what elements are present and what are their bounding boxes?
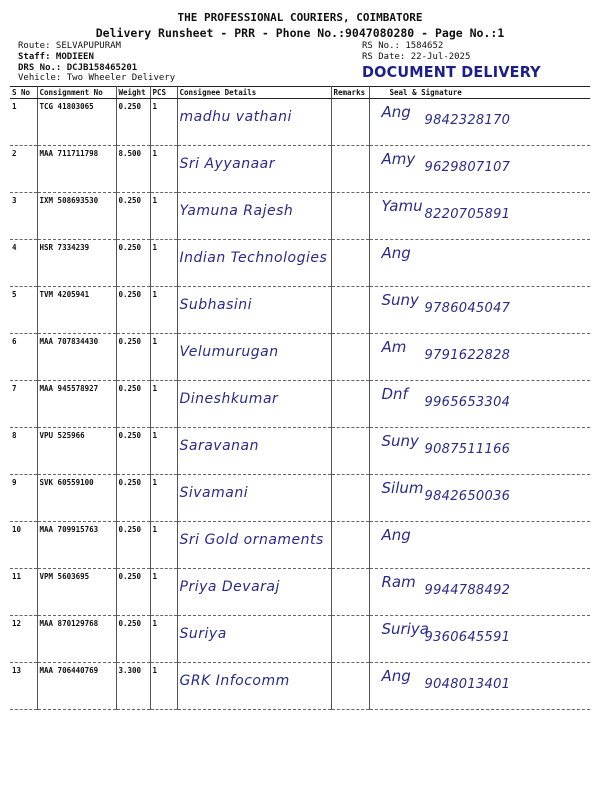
row-remarks [331, 475, 369, 522]
row-consignment: VPU 525966 [37, 428, 116, 475]
row-sno: 13 [10, 663, 37, 710]
row-weight: 0.250 [116, 334, 150, 381]
row-sno: 5 [10, 287, 37, 334]
row-consignee: Suriya [177, 616, 331, 663]
signature-phone: 9944788492 [424, 583, 511, 598]
signature-scribble: Suriya [381, 620, 429, 638]
row-remarks [331, 334, 369, 381]
row-consignee: Sri Gold ornaments [177, 522, 331, 569]
row-consignment: MAA 707834430 [37, 334, 116, 381]
drs-label: DRS No.: DCJB158465201 [18, 63, 138, 73]
row-remarks [331, 146, 369, 193]
row-consignee: Priya Devaraj [177, 569, 331, 616]
row-weight: 0.250 [116, 240, 150, 287]
signature-phone: 9791622828 [424, 348, 511, 363]
row-sno: 4 [10, 240, 37, 287]
row-sno: 11 [10, 569, 37, 616]
row-signature [369, 193, 590, 240]
row-sno: 9 [10, 475, 37, 522]
row-signature [369, 146, 590, 193]
signature-scribble: Ang [381, 103, 411, 121]
signature-scribble: Suny [381, 291, 419, 309]
row-consignee: Velumurugan [177, 334, 331, 381]
runsheet-table [10, 86, 590, 710]
row-remarks [331, 616, 369, 663]
row-signature [369, 663, 590, 710]
row-signature [369, 616, 590, 663]
row-weight: 3.300 [116, 663, 150, 710]
signature-scribble: Ang [381, 244, 411, 262]
row-consignee: Subhasini [177, 287, 331, 334]
table-row [10, 287, 590, 334]
row-pcs: 1 [150, 569, 177, 616]
row-signature [369, 428, 590, 475]
table-row [10, 99, 590, 146]
row-consignment: SVK 60559100 [37, 475, 116, 522]
row-weight: 0.250 [116, 475, 150, 522]
row-consignee: Saravanan [177, 428, 331, 475]
row-consignment: TVM 4205941 [37, 287, 116, 334]
row-consignment: MAA 945578927 [37, 381, 116, 428]
table-row [10, 146, 590, 193]
row-weight: 8.500 [116, 146, 150, 193]
row-pcs: 1 [150, 663, 177, 710]
row-consignee: Indian Technologies [177, 240, 331, 287]
row-consignment: IXM 508693530 [37, 193, 116, 240]
row-weight: 0.250 [116, 381, 150, 428]
rs-number: RS No.: 1584652 [362, 41, 444, 51]
row-pcs: 1 [150, 522, 177, 569]
row-remarks [331, 569, 369, 616]
row-pcs: 1 [150, 240, 177, 287]
row-remarks [331, 428, 369, 475]
table-row [10, 569, 590, 616]
row-weight: 0.250 [116, 569, 150, 616]
row-sno: 8 [10, 428, 37, 475]
row-weight: 0.250 [116, 99, 150, 146]
row-remarks [331, 287, 369, 334]
row-sno: 3 [10, 193, 37, 240]
signature-phone: 9087511166 [424, 442, 511, 457]
row-remarks [331, 663, 369, 710]
row-consignment: MAA 709915763 [37, 522, 116, 569]
signature-phone: 9786045047 [424, 301, 511, 316]
table-row [10, 381, 590, 428]
signature-phone: 9965653304 [424, 395, 511, 410]
table-header-row [10, 87, 590, 99]
col-seal-header: Seal & Signature [369, 87, 590, 99]
route-label: Route: SELVAPUPURAM [18, 41, 121, 51]
rs-date: RS Date: 22-Jul-2025 [362, 52, 471, 62]
row-sno: 1 [10, 99, 37, 146]
signature-phone: 9842328170 [424, 113, 511, 128]
row-signature [369, 334, 590, 381]
barcode-image [230, 42, 352, 68]
row-pcs: 1 [150, 381, 177, 428]
table-row [10, 428, 590, 475]
signature-scribble: Silum [381, 479, 424, 497]
runsheet-title: Delivery Runsheet - PRR - Phone No.:9047080280 - Page No.:1 [95, 26, 505, 40]
col-remarks-header: Remarks [331, 87, 369, 99]
row-pcs: 1 [150, 616, 177, 663]
col-weight-header: Weight [116, 87, 150, 99]
row-consignment: MAA 870129768 [37, 616, 116, 663]
signature-scribble: Ang [381, 526, 411, 544]
staff-label: Staff: MODIEEN [18, 52, 94, 62]
col-consignment-header: Consignment No [37, 87, 116, 99]
row-consignment: MAA 711711798 [37, 146, 116, 193]
row-pcs: 1 [150, 146, 177, 193]
signature-scribble: Dnf [381, 385, 408, 403]
row-sno: 7 [10, 381, 37, 428]
row-signature [369, 569, 590, 616]
row-pcs: 1 [150, 475, 177, 522]
row-consignee: GRK Infocomm [177, 663, 331, 710]
row-signature [369, 522, 590, 569]
signature-scribble: Ram [381, 573, 416, 591]
row-consignment: MAA 706440769 [37, 663, 116, 710]
row-pcs: 1 [150, 99, 177, 146]
row-consignment: VPM 5603695 [37, 569, 116, 616]
signature-scribble: Yamu [381, 197, 423, 215]
signature-scribble: Suny [381, 432, 419, 450]
row-pcs: 1 [150, 193, 177, 240]
row-signature [369, 475, 590, 522]
signature-phone: 9048013401 [424, 677, 511, 692]
row-remarks [331, 522, 369, 569]
row-consignee: Dineshkumar [177, 381, 331, 428]
row-consignee: Sri Ayyanaar [177, 146, 331, 193]
row-pcs: 1 [150, 287, 177, 334]
row-remarks [331, 240, 369, 287]
table-row [10, 663, 590, 710]
row-weight: 0.250 [116, 193, 150, 240]
row-pcs: 1 [150, 428, 177, 475]
row-consignee: Yamuna Rajesh [177, 193, 331, 240]
signature-phone: 9842650036 [424, 489, 511, 504]
row-pcs: 1 [150, 334, 177, 381]
table-row [10, 193, 590, 240]
signature-scribble: Amy [381, 150, 416, 168]
row-signature [369, 287, 590, 334]
row-remarks [331, 99, 369, 146]
row-sno: 2 [10, 146, 37, 193]
signature-phone: 8220705891 [424, 207, 511, 222]
vehicle-label: Vehicle: Two Wheeler Delivery [18, 73, 176, 83]
row-signature [369, 99, 590, 146]
row-weight: 0.250 [116, 522, 150, 569]
table-row [10, 522, 590, 569]
row-sno: 12 [10, 616, 37, 663]
col-pcs-header: PCS [150, 87, 177, 99]
row-consignment: HSR 7334239 [37, 240, 116, 287]
company-title: THE PROFESSIONAL COURIERS, COIMBATORE [177, 11, 423, 24]
signature-scribble: Ang [381, 667, 411, 685]
document-delivery-stamp: DOCUMENT DELIVERY [362, 63, 541, 81]
row-consignee: Sivamani [177, 475, 331, 522]
row-signature [369, 240, 590, 287]
col-sno-header: S No [10, 87, 37, 99]
row-sno: 10 [10, 522, 37, 569]
table-row [10, 334, 590, 381]
signature-scribble: Am [381, 338, 407, 356]
row-signature [369, 381, 590, 428]
row-weight: 0.250 [116, 428, 150, 475]
row-consignee: madhu vathani [177, 99, 331, 146]
table-row [10, 616, 590, 663]
col-consignee-header: Consignee Details [177, 87, 331, 99]
row-weight: 0.250 [116, 616, 150, 663]
signature-phone: 9629807107 [424, 160, 511, 175]
row-sno: 6 [10, 334, 37, 381]
table-row [10, 475, 590, 522]
row-remarks [331, 381, 369, 428]
table-row [10, 240, 590, 287]
row-weight: 0.250 [116, 287, 150, 334]
row-remarks [331, 193, 369, 240]
row-consignment: TCG 41803065 [37, 99, 116, 146]
signature-phone: 9360645591 [424, 630, 511, 645]
